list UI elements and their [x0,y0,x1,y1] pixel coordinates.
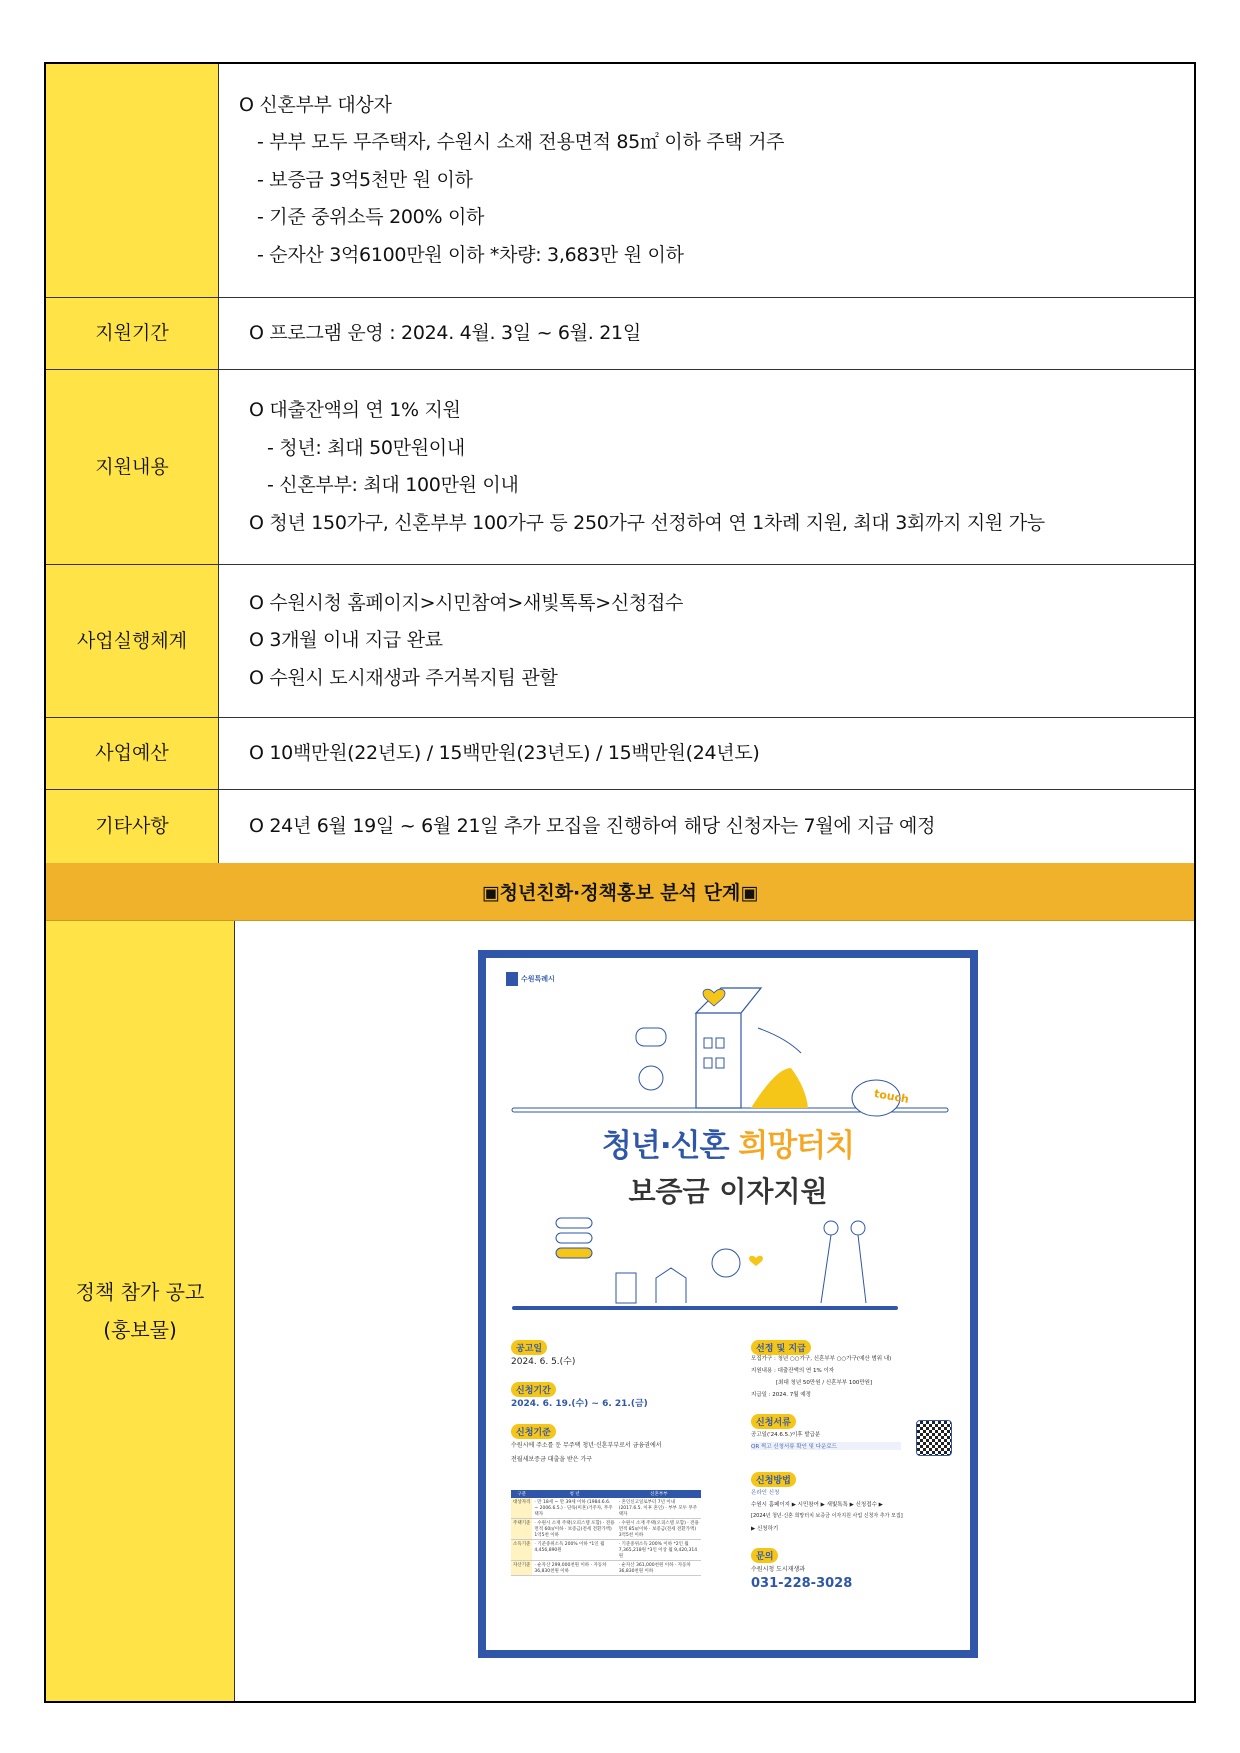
notice-date: 2024. 6. 5.(수) [511,1357,576,1367]
method-tag [751,1468,796,1487]
promo-poster [478,950,978,1658]
td: 대상자격 [511,1498,532,1519]
title-orange: 희망터치 [738,1128,855,1164]
bullet: O 24년 6월 19일 ~ 6월 21일 추가 모집을 진행하여 해당 신청자는 7월에 지급 예정 [249,814,936,837]
select-line: 모집가구 : 청년 ○○가구, 신혼부부 ○○가구(예산 범위 내) [751,1356,892,1362]
td: · 순자산 361,000천원 이하 · 자동차 36,830천원 이하 [617,1561,701,1576]
td: · 만 18세 ~ 만 39세 이하 (1984.6.6. ~ 2006.6.5.) · 단독(미혼)거주자, 무주택자 [532,1498,616,1519]
row-support-content [46,370,1194,565]
row-label [46,64,219,297]
bullet: O 신혼부부 대상자 [239,93,392,116]
tag-label: 신청기준 [511,1424,556,1439]
sub-item: - 부부 모두 무주택자, 수원시 소재 전용면적 85㎡ 이하 주택 거주 [257,131,785,154]
row-other [46,790,1194,863]
tag-label: 신청기간 [511,1382,556,1397]
contact-tag [751,1544,778,1563]
method-line: 수원시 홈페이지 ▶ 시민참여 ▶ 새빛톡톡 ▶ 신청접수 ▶ [751,1502,883,1508]
touch-badge: touch [873,1087,910,1106]
docs-line: 공고일('24.6.5.)이후 발급분 [751,1432,821,1438]
title-blue: 청년·신혼 [601,1128,729,1164]
bullet: O 대출잔액의 연 1% 지원 [249,399,461,421]
criteria-line: 전월세보증금 대출을 받은 가구 [511,1456,593,1463]
td: · 수원시 소재 주택(오피스텔 포함) · 전용면적 85㎡이하 · 보증금(전세 전환가액) 3억5천 이하 [617,1519,701,1540]
row-label: 사업예산 [46,718,219,789]
docs-qr-link[interactable]: QR 찍고 신청서류 확인 및 다운로드 [751,1442,901,1450]
tag-label: 신청서류 [751,1414,796,1429]
sub-item: - 기준 중위소득 200% 이하 [257,206,485,229]
select-line: 지급일 : 2024. 7월 예정 [751,1392,811,1398]
row-execution [46,565,1194,718]
select-line: 지원내용 : 대출잔액의 연 1% 이자 [751,1368,835,1374]
criteria-table [511,1490,701,1576]
tag-label: 문의 [751,1548,778,1563]
th: 구분 [511,1490,532,1498]
qr-code-icon[interactable] [916,1420,952,1456]
row-label: 지원내용 [46,370,219,564]
poster-subtitle: 보증금 이자지원 [628,1175,828,1208]
row-newlywed-eligibility [46,64,1194,298]
period-dates: 2024. 6. 19.(수) ~ 6. 21.(금) [511,1399,648,1409]
td: · 기준중위소득 200% 이하 *2인 월 7,365,218원 *3인 이상 월 9,420,314원 [617,1540,701,1561]
select-tag [751,1336,811,1355]
row-content [219,370,1194,564]
bullet: O 10백만원(22년도) / 15백만원(23년도) / 15백만원(24년도) [249,741,760,764]
row-content [219,790,1194,863]
docs-tag [751,1410,796,1429]
logo-text: 수원특례시 [521,975,555,983]
criteria-line: 수원시에 주소를 둔 무주택 청년·신혼부부로서 금융권에서 [511,1442,662,1449]
bullet: O 프로그램 운영 : 2024. 4월. 3일 ~ 6월. 21일 [249,321,641,344]
row-content [219,298,1194,369]
row-label: 사업실행체계 [46,565,219,717]
row-content [219,64,1194,297]
contact-phone: 031-228-3028 [751,1576,853,1591]
row-budget [46,718,1194,790]
period-tag [511,1378,556,1397]
bullet: O 청년 150가구, 신혼부부 100가구 등 250가구 선정하여 연 1차례 지원, 최대 3회까지 지원 가능 [249,511,1045,534]
row-label: 기타사항 [46,790,219,863]
sub-item: - 보증금 3억5천만 원 이하 [257,168,473,191]
poster-label-line: 정책 참가 공고 [75,1280,205,1304]
td: · 순자산 299,000천원 이하 · 자동차 36,830천원 이하 [532,1561,616,1576]
th: 신혼부부 [617,1490,701,1498]
td: 소득기준 [511,1540,532,1561]
contact-dept: 수원시청 도시재생과 [751,1566,806,1573]
sub-item: - 신혼부부: 최대 100만원 이내 [267,474,519,496]
section-header: ▣청년친화·정책홍보 분석 단계▣ [46,863,1194,921]
row-content [219,718,1194,789]
row-label: 지원기간 [46,298,219,369]
td: 주택기준 [511,1519,532,1540]
th: 청 년 [532,1490,616,1498]
tag-label: 공고일 [511,1340,547,1355]
bullet: O 수원시청 홈페이지>시민참여>새빛톡톡>신청접수 [249,591,684,614]
td: · 수원시 소재 주택(오피스텔 포함) · 전용면적 60㎡이하 · 보증금(전세 전환가액) 1억5천 이하 [532,1519,616,1540]
select-line: [최대 청년 50만원 / 신혼부부 100만원] [776,1380,873,1386]
poster-label [46,921,235,1701]
tag-label: 신청방법 [751,1472,796,1487]
td: · 혼인신고일로부터 7년 이내 (2017.6.5. 이후 혼인) · 부부 모두 무주택자 [617,1498,701,1519]
method-line: 온라인 신청 [751,1490,780,1496]
method-line: [2024년 청년·신혼 희망터치 보증금 이자지원 사업 신청자 추가 모집] [751,1513,903,1519]
td: · 기준중위소득 200% 이하 *1인 월 4,456,890원 [532,1540,616,1561]
sub-item: - 순자산 3억6100만원 이하 *차량: 3,683만 원 이하 [257,243,684,266]
criteria-tag [511,1420,556,1439]
bullet: O 수원시 도시재생과 주거복지팀 관할 [249,666,558,689]
city-people-illustration [486,1213,970,1313]
sub-item: - 청년: 최대 50만원이내 [267,436,465,459]
row-support-period [46,298,1194,370]
method-line: ▶ 신청하기 [751,1526,779,1532]
poster-title [486,1120,970,1165]
td: 자산기준 [511,1561,532,1576]
notice-tag [511,1336,547,1355]
bullet: O 3개월 이내 지급 완료 [249,629,443,652]
row-content [219,565,1194,717]
poster-label-line: (홍보물) [103,1318,177,1342]
tag-label: 선정 및 지급 [751,1340,811,1355]
